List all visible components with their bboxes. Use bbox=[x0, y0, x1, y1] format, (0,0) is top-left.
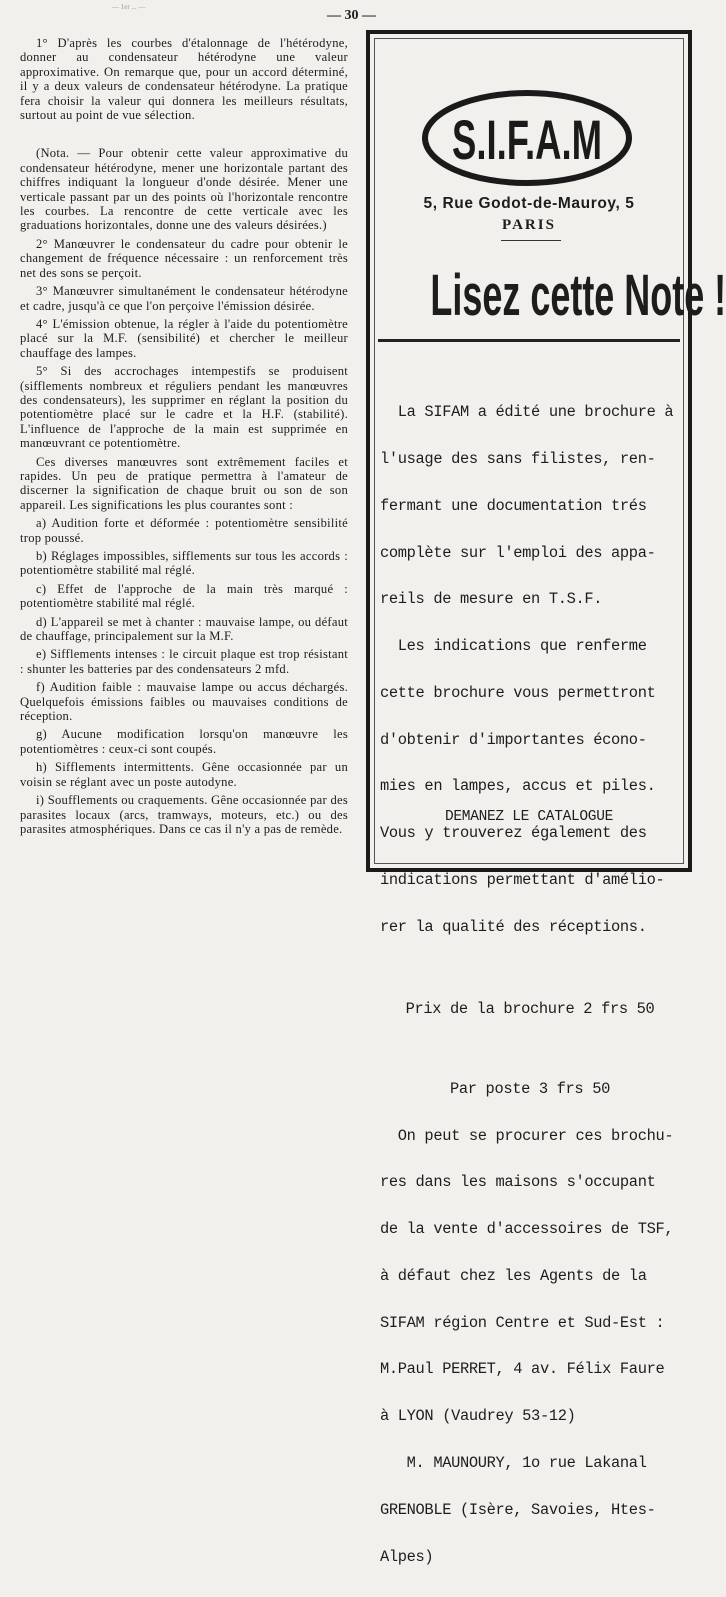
divider bbox=[501, 240, 561, 241]
ad-line: de la vente d'accessoires de TSF, bbox=[380, 1220, 674, 1239]
ad-line: complète sur l'emploi des appa- bbox=[380, 543, 656, 562]
sifam-advertisement bbox=[366, 30, 726, 1566]
paragraph-nota: (Nota. — Pour obtenir cette valeur approximative du condensateur hétérodyne, mener une horizontale partant des chiffres indiquant la longueur d'onde désirée. Mener une verticale passant par un des points où l'horizontale rencontre les courbes. La rencontre de cette verticale avec les graduations horizontales, donne une des valeurs désirées.) bbox=[20, 146, 348, 233]
ad-catalog-call: DEMANEZ LE CATALOGUE bbox=[444, 809, 614, 825]
logo-text: S.I.F.A.M bbox=[452, 108, 602, 171]
ad-body bbox=[380, 374, 680, 1596]
list-item: f) Audition faible : mauvaise lampe ou accus déchargés. Quelquefois émissions faibles ou mauvaises conditions de réception. bbox=[20, 680, 348, 724]
list-item: d) L'appareil se met à chanter : mauvaise lampe, ou défaut de chauffage, principalement sur la M.F. bbox=[20, 614, 348, 644]
ad-line: Les indications que renferme bbox=[380, 637, 647, 656]
paragraph-step-3: 3° Manœuvrer simultanément le condensateur hétérodyne et cadre, jusqu'à ce que l'on perçoive l'émission désirée. bbox=[20, 284, 348, 313]
ad-line: GRENOBLE (Isère, Savoies, Htes- bbox=[380, 1500, 656, 1519]
header-mark: — 1er ... — bbox=[112, 3, 146, 11]
list-item: a) Audition forte et déformée : potentiomètre sensibilité trop poussé. bbox=[20, 516, 348, 545]
ad-line: mies en lampes, accus et piles. bbox=[380, 777, 656, 796]
ad-line: res dans les maisons s'occupant bbox=[380, 1173, 656, 1192]
paragraph-summary: Ces diverses manœuvres sont extrêmement faciles et rapides. Un peu de pratique permettra à l'amateur de discerner la signification de chaque bruit ou son de son appareil. Les significations les plus courantes sont : bbox=[20, 454, 348, 512]
ad-line: La SIFAM a édité une brochure à bbox=[380, 403, 674, 422]
ad-address: 5, Rue Godot-de-Mauroy, 5 bbox=[423, 195, 635, 212]
paragraph-step-5: 5° Si des accrochages intempestifs se produisent (sifflements nombreux et réguliers pendant les manœuvres des condensateurs), les supprimer en réglant la position du potentiomètre placé sur le cadre et la H.F. (stabilité). L'influence de l'approche de la main est supprimée en manœuvrant ce potentiomètre. bbox=[20, 364, 348, 451]
ad-line: SIFAM région Centre et Sud-Est : bbox=[380, 1313, 665, 1332]
ad-city: PARIS bbox=[502, 217, 556, 233]
ad-line: Alpes) bbox=[380, 1547, 434, 1566]
ad-line: l'usage des sans filistes, ren- bbox=[380, 449, 656, 468]
ad-line: rer la qualité des réceptions. bbox=[380, 917, 647, 936]
paragraph-step-1: 1° D'après les courbes d'étalonnage de l'hétérodyne, donner au condensateur hétérodyne une valeur approximative. On remarque que, pour un accord déterminé, il y a deux valeurs de condensateur hétérodyne. La pratique fera choisir la valeur qui donnera les meilleurs résultats, surtout au point de vue sélection. bbox=[20, 36, 348, 123]
list-item: b) Réglages impossibles, sifflements sur tous les accords : potentiomètre stabilité mal réglé. bbox=[20, 549, 348, 578]
ad-line: indications permettant d'amélio- bbox=[380, 871, 665, 889]
paragraph-step-2: 2° Manœuvrer le condensateur du cadre pour obtenir le changement de fréquence nécessaire : un renforcement très net des sons se perçoit. bbox=[20, 236, 348, 280]
page-number: — 30 — bbox=[327, 8, 376, 23]
list-item: g) Aucune modification lorsqu'on manœuvre les potentiomètres : ceux-ci sont coupés. bbox=[20, 727, 348, 756]
ad-line: reils de mesure en T.S.F. bbox=[380, 590, 603, 609]
list-item: h) Sifflements intermittents. Gêne occasionnée par un voisin se réglant avec un poste autodyne. bbox=[20, 760, 348, 789]
list-item: c) Effet de l'approche de la main très marqué : potentiomètre stabilité mal réglé. bbox=[20, 581, 348, 611]
ad-line: à défaut chez les Agents de la bbox=[380, 1266, 647, 1285]
list-item: i) Soufflements ou craquements. Gêne occasionnée par des parasites locaux (arcs, tramways, moteurs, etc.) ou des parasites atmosphériques. Dans ce cas il n'y a pas de remède. bbox=[20, 793, 348, 836]
ad-price-post: Par poste 3 frs 50 bbox=[450, 1079, 610, 1098]
article-column bbox=[20, 36, 348, 840]
ad-line: M. MAUNOURY, 1o rue Lakanal bbox=[380, 1453, 647, 1472]
ad-line: d'obtenir d'importantes écono- bbox=[380, 730, 647, 749]
ad-line: M.Paul PERRET, 4 av. Félix Faure bbox=[380, 1360, 665, 1379]
ad-price: Prix de la brochure 2 frs 50 bbox=[405, 999, 655, 1018]
ad-line: à LYON (Vaudrey 53-12) bbox=[380, 1407, 576, 1426]
divider bbox=[378, 339, 680, 342]
sifam-logo bbox=[421, 89, 633, 187]
ad-line: On peut se procurer ces brochu- bbox=[380, 1126, 674, 1145]
list-item: e) Sifflements intenses : le circuit plaque est trop résistant : shunter les batteries par des condensateurs 2 mfd. bbox=[20, 647, 348, 676]
ad-line: fermant une documentation trés bbox=[380, 496, 647, 515]
paragraph-step-4: 4° L'émission obtenue, la régler à l'aide du potentiomètre placé sur la M.F. (sensibilité) et chercher le meilleur chauffage des lampes. bbox=[20, 316, 348, 360]
ad-headline: Lisez cette Note ! bbox=[430, 263, 726, 328]
ad-line: Vous y trouverez également des bbox=[380, 824, 647, 843]
ad-line: cette brochure vous permettront bbox=[380, 683, 656, 702]
